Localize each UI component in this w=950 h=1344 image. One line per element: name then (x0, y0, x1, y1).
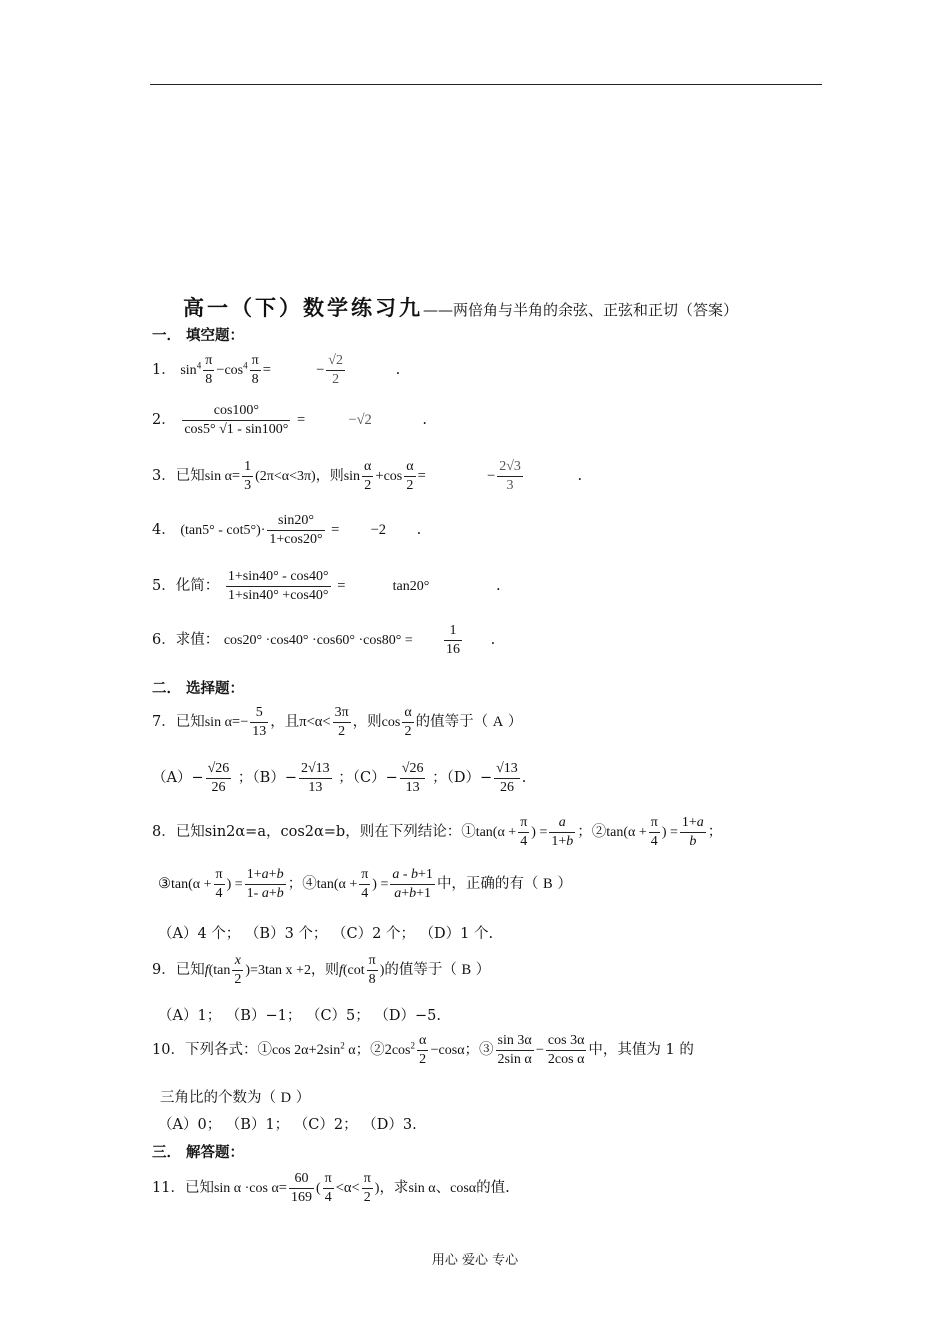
question-2: 2． $\frac{\cos 100^\circ}{\cos 5^\circ √1 - \sin 100^\circ}$ = −√2 . (152, 403, 428, 437)
question-7: 7．已知sin α=− $\frac{5}{13}$ ，且π<α< $\frac{3\pi}{2}$ ，则cos $\frac{\alpha}{2}$ 的值等于（ A ） (152, 705, 523, 739)
question-1: 1． $\sin^4$ $\frac{\pi}{8}$ $-\cos^4$ $\frac{\pi}{8}$ = − $\frac{√2}{2}$ . (152, 353, 401, 387)
answer-7: A (492, 714, 504, 730)
question-10-options: （A）0； （B）1； （C）2； （D）3. (158, 1117, 417, 1133)
answer-3: − (487, 468, 496, 484)
question-9: 9．已知f(tan $\frac{x}{2}$ )=3tan x +2，则f(cot $\frac{\pi}{8}$ )的值等于（ B ） (152, 953, 491, 987)
page-footer: 用心 爱心 专心 (431, 1253, 519, 1268)
section-fill: 一． 填空题： (152, 327, 245, 344)
answer-4: −2 (370, 522, 387, 538)
question-11: 11．已知sin α ·cos α= $\frac{60}{169}$ ( $\frac{\pi}{4}$ <α< $\frac{\pi}{2}$ )，求sin α、cosα的值. (152, 1171, 510, 1205)
page-title: 高一（下）数学练习九——两倍角与半角的余弦、正弦和正切（答案） (183, 295, 739, 320)
question-10-cont: 三角比的个数为（ D ） (160, 1090, 311, 1106)
answer-2: −√2 (348, 412, 372, 428)
question-8-cont: ③tan(α + $\frac{\pi}{4}$ ) = $\frac{1+a+b}{1- a+b}$ ；④tan(α + $\frac{\pi}{4}$ ) = $\frac{a - b+1}{a+b+1}$ 中，正确的有（ B ） (158, 867, 572, 901)
section-choice: 二． 选择题： (152, 680, 245, 697)
question-10: 10．下列各式：①cos $2\alpha+2\sin^2$ α；$②2\cos^2$ $\frac{\alpha}{2}$ −cosα；③ $\frac{\sin 3\alpha}{\text{2sin α}}$ − $\frac{\cos 3\alpha}{\text{2cos α}}$ 中，其值为 1 的 (152, 1033, 694, 1067)
answer-8: B (543, 876, 553, 892)
answer-9: B (461, 962, 472, 978)
question-5: 5．化简： $\frac{1+\sin 40^\circ - \cos 40^\circ}{1+\sin 40^\circ +\cos 40^\circ}$ = tan20° . (152, 569, 501, 603)
question-3: 3．已知sin α= $\frac{1}{3}$ (2π<α<3π)，则sin $\frac{\alpha}{2}$ +cos $\frac{\alpha}{2}$ = − $\frac{2√3}{3}$ . (152, 459, 583, 493)
header-rule (150, 84, 822, 85)
question-9-options: （A）1； （B）−1； （C）5； （D）−5. (158, 1008, 441, 1024)
question-7-options: （A）− $\frac{√26}{26}$ ；（B）− $\frac{2√13}{13}$ ；（C）− $\frac{√26}{13}$ ；（D）− $\frac{√13}{26}$ . (152, 761, 527, 795)
question-4: 4． (tan5° - cot5°)· $\frac{\sin 20^\circ}{1+\cos 20^\circ}$ = −2 . (152, 513, 422, 547)
answer-5: tan20° (392, 579, 430, 594)
section-solve: 三． 解答题： (152, 1144, 245, 1161)
answer-10: D (280, 1090, 292, 1106)
question-8: 8．已知sin2α=a，cos2α=b，则在下列结论：①tan(α + $\frac{\pi}{4}$ ) = $\frac{a}{1+b}$ ；②tan(α + $\frac{\pi}{4}$ ) = $\frac{1+a}{b}$ ； (152, 815, 723, 849)
answer-1: − (316, 362, 325, 378)
question-8-options: （A）4 个； （B）3 个； （C）2 个； （D）1 个. (158, 926, 494, 942)
question-6: 6．求值： cos20° ·cos40° ·cos60° ·cos80° = $\frac{1}{16}$ . (152, 623, 496, 657)
answer-6: $\frac{1}{16}$ (446, 623, 460, 657)
page-subtitle: ——两倍角与半角的余弦、正弦和正切（答案） (423, 301, 739, 319)
